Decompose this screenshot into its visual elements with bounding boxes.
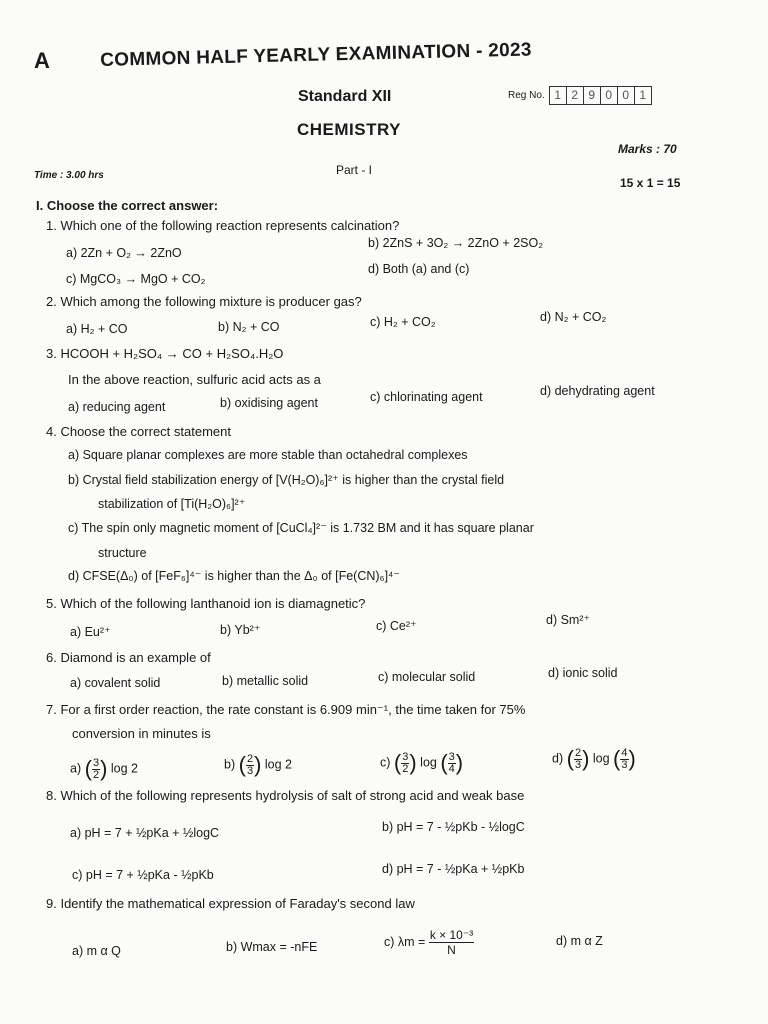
question-7-stem-line-1: 7. For a first order reaction, the rate constant is 6.909 min⁻¹, the time taken for 75% xyxy=(46,702,526,717)
q7-option-b: b) ( $\frac{2}{3}$ ) log 2 xyxy=(224,752,292,777)
q7-option-d-fraction-2: $\frac{4}{3}$ xyxy=(621,746,628,771)
q2-option-d: d) N₂ + CO₂ xyxy=(540,310,607,324)
exam-title: COMMON HALF YEARLY EXAMINATION - 2023 xyxy=(100,39,533,71)
q3-option-d: d) dehydrating agent xyxy=(540,384,655,398)
reg-digit: 1 xyxy=(550,87,567,104)
q7-option-a-tail: log 2 xyxy=(110,761,138,776)
q7-option-c: c) ( $\frac{3}{2}$ ) log ( $\frac{3}{4}$ ) xyxy=(380,750,464,775)
q1-option-c: c) MgCO₃ → MgO + CO₂ xyxy=(66,272,206,286)
q2-option-b: b) N₂ + CO xyxy=(218,320,280,334)
q1-option-d: d) Both (a) and (c) xyxy=(368,262,470,276)
q2-option-c: c) H₂ + CO₂ xyxy=(370,315,436,329)
reg-digit: 1 xyxy=(639,88,647,102)
q7-option-b-label: b) xyxy=(224,757,236,772)
reg-digit: 2 xyxy=(567,87,584,104)
q7-option-c-label: c) xyxy=(380,755,391,770)
reg-digit: 9 xyxy=(584,87,601,104)
q5-option-b: b) Yb²⁺ xyxy=(220,623,261,637)
reg-digit: 0 xyxy=(618,87,635,104)
q6-option-b: b) metallic solid xyxy=(222,674,309,688)
q5-option-a: a) Eu²⁺ xyxy=(70,625,111,639)
q7-option-a: a) ( $\frac{3}{2}$ ) log 2 xyxy=(70,756,138,781)
q6-option-d: d) ionic solid xyxy=(548,666,618,680)
q4-option-d: d) CFSE(Δ₀) of [FeF₆]⁴⁻ is higher than the Δ₀ of [Fe(CN)₆]⁴⁻ xyxy=(68,569,401,583)
register-number xyxy=(508,86,652,105)
q4-option-b-line-1: b) Crystal field stabilization energy of [V(H₂O)₆]²⁺ is higher than the crystal field xyxy=(68,473,505,487)
q7-option-a-label: a) xyxy=(70,761,82,776)
q3-option-b: b) oxidising agent xyxy=(220,396,318,410)
question-8-stem: 8. Which of the following represents hydrolysis of salt of strong acid and weak base xyxy=(46,788,525,803)
q7-option-b-tail: log 2 xyxy=(264,757,292,772)
question-2-stem: 2. Which among the following mixture is producer gas? xyxy=(46,294,362,309)
q5-option-d: d) Sm²⁺ xyxy=(546,613,591,627)
q8-option-a: a) pH = 7 + ½pKa + ½logC xyxy=(70,826,220,840)
question-4-stem: 4. Choose the correct statement xyxy=(46,424,231,439)
q7-option-d: d) ( $\frac{2}{3}$ ) log ( $\frac{4}{3}$ ) xyxy=(552,746,636,771)
q4-option-c-line-1: c) The spin only magnetic moment of [CuCl₄]²⁻ is 1.732 BM and it has square planar xyxy=(68,521,534,535)
q7-option-c-fraction: $\frac{3}{2}$ xyxy=(402,750,409,775)
q7-option-d-label: d) xyxy=(552,751,564,766)
q7-option-a-fraction: $\frac{3}{2}$ xyxy=(92,756,100,781)
question-7-stem-line-2: conversion in minutes is xyxy=(72,726,211,741)
q9-option-c-label: c) λm = xyxy=(384,934,426,949)
q8-option-c: c) pH = 7 + ½pKa - ½pKb xyxy=(72,868,214,882)
subject-title: CHEMISTRY xyxy=(297,120,401,139)
q2-option-a: a) H₂ + CO xyxy=(66,322,128,336)
q6-option-a: a) covalent solid xyxy=(70,676,161,690)
q1-option-b: b) 2ZnS + 3O₂ → 2ZnO + 2SO₂ xyxy=(368,236,544,250)
q9-option-c-fraction: $\frac{\text{k × 10⁻³}}{N}$ xyxy=(429,928,474,957)
section-title: I. Choose the correct answer: xyxy=(36,198,219,213)
q8-option-d: d) pH = 7 - ½pKa + ½pKb xyxy=(382,862,525,876)
q5-option-c: c) Ce²⁺ xyxy=(376,619,417,633)
q7-option-c-log: log xyxy=(420,755,437,770)
question-1-stem: 1. Which one of the following reaction represents calcination? xyxy=(46,218,400,233)
q8-option-b: b) pH = 7 - ½pKb - ½logC xyxy=(382,820,525,834)
question-6-stem: 6. Diamond is an example of xyxy=(46,650,211,665)
q3-option-c: c) chlorinating agent xyxy=(370,390,483,404)
question-9-stem: 9. Identify the mathematical expression of Faraday's second law xyxy=(46,896,415,911)
q7-option-d-log: log xyxy=(592,751,610,766)
register-number-label: Reg No. xyxy=(508,90,545,101)
q1-option-a: a) 2Zn + O₂ → 2ZnO xyxy=(66,246,182,260)
q9-option-d: d) m α Z xyxy=(556,934,603,948)
q9-option-c xyxy=(384,928,474,957)
exam-duration: Time : 3.00 hrs xyxy=(34,170,104,181)
q7-option-c-fraction-2: $\frac{3}{4}$ xyxy=(448,750,455,775)
q4-option-b-line-2: stabilization of [Ti(H₂O)₆]²⁺ xyxy=(98,497,246,511)
marking-scheme: 15 x 1 = 15 xyxy=(620,176,681,190)
question-5-stem: 5. Which of the following lanthanoid ion is diamagnetic? xyxy=(46,596,366,611)
question-set-letter: A xyxy=(34,48,50,73)
question-3-line-2: In the above reaction, sulfuric acid acts as a xyxy=(68,372,321,387)
q9-option-a: a) m α Q xyxy=(72,944,121,958)
total-marks: Marks : 70 xyxy=(618,142,677,156)
q4-option-c-line-2: structure xyxy=(98,546,147,560)
q4-option-a: a) Square planar complexes are more stable than octahedral complexes xyxy=(68,448,468,462)
q6-option-c: c) molecular solid xyxy=(378,670,476,684)
register-number-boxes xyxy=(549,86,652,105)
standard-label: Standard XII xyxy=(298,88,392,105)
reg-digit: 0 xyxy=(601,87,618,104)
q7-option-b-fraction: $\frac{2}{3}$ xyxy=(246,752,254,777)
q3-option-a: a) reducing agent xyxy=(68,400,166,414)
part-label: Part - I xyxy=(336,163,373,177)
question-3-stem: 3. HCOOH + H₂SO₄ → CO + H₂SO₄.H₂O xyxy=(46,346,284,361)
q7-option-d-fraction: $\frac{2}{3}$ xyxy=(574,746,582,771)
q9-option-b: b) Wmax = -nFE xyxy=(226,940,318,954)
